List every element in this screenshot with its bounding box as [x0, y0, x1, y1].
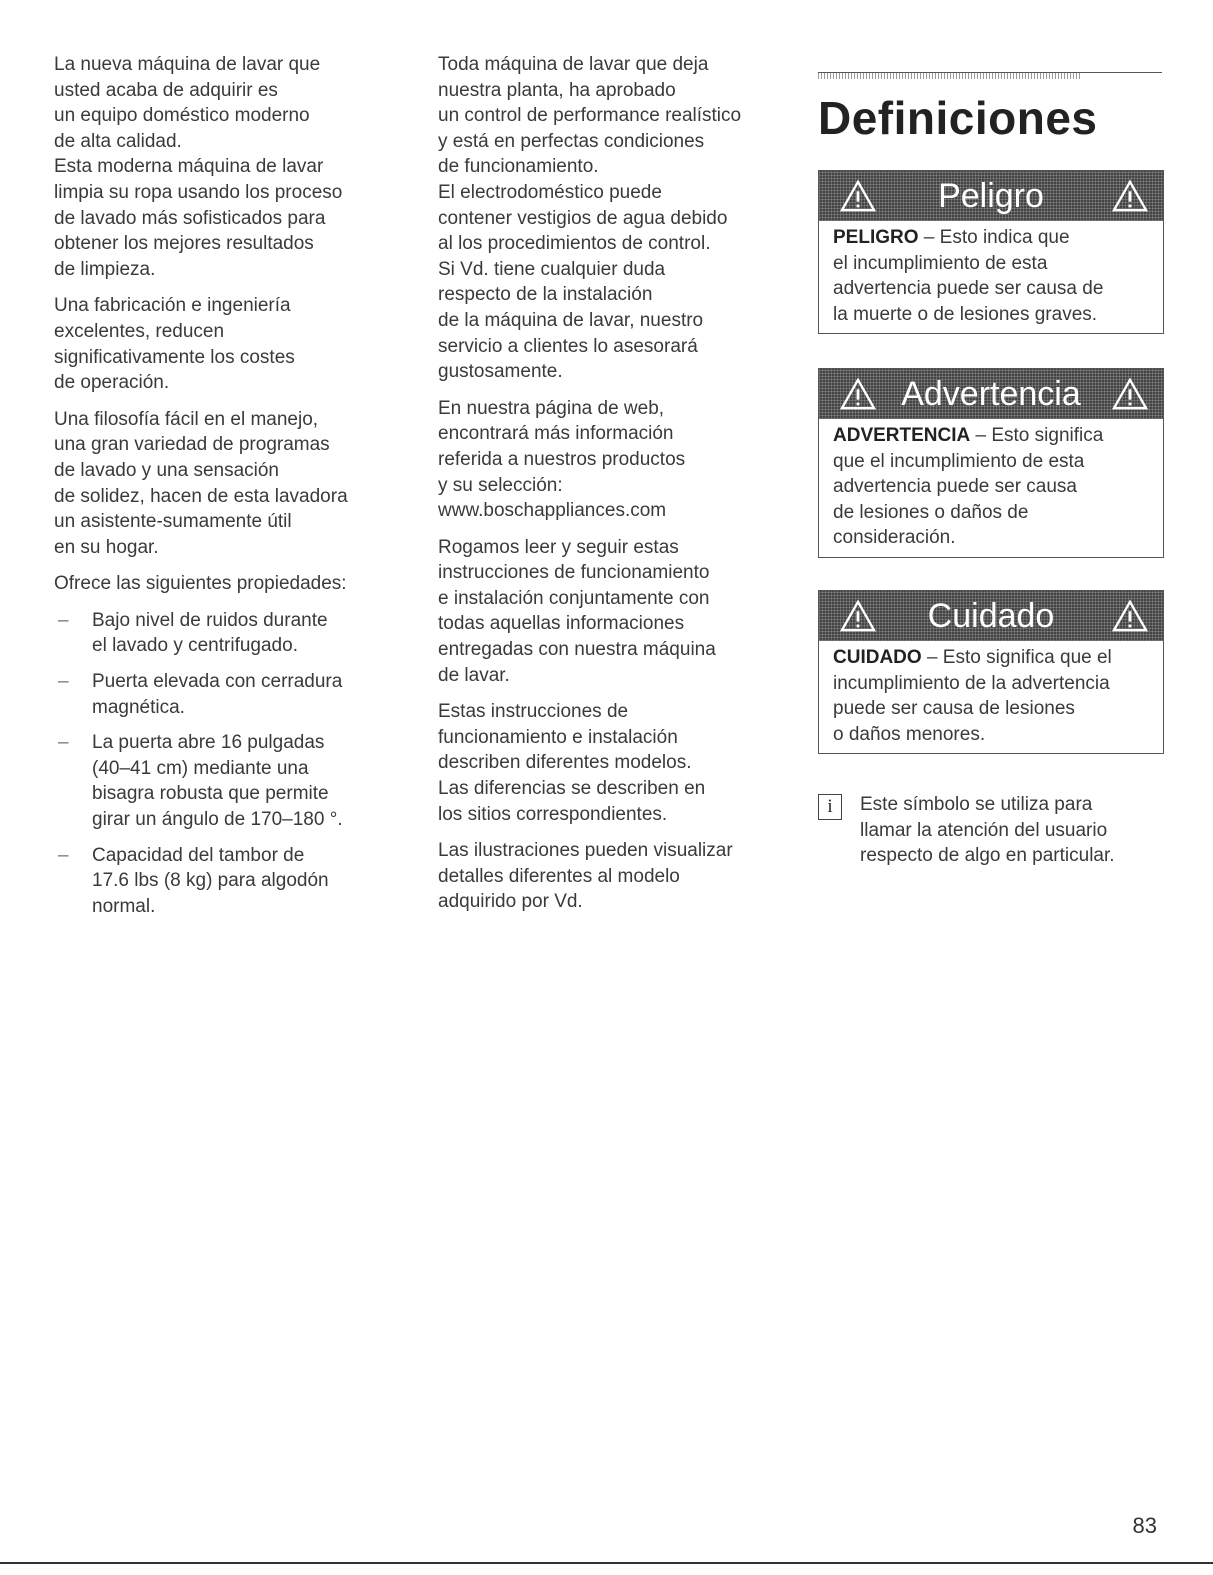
text-line: incumplimiento de la advertencia [833, 672, 1110, 694]
text-line: advertencia puede ser causa de [833, 278, 1104, 300]
dash-bullet: – [58, 732, 69, 754]
divider [1080, 72, 1162, 73]
text-line: de operación. [54, 372, 170, 394]
paragraph [54, 571, 394, 597]
text-line: contener vestigios de agua debido [438, 207, 728, 229]
footer-rule [0, 1562, 1213, 1564]
text-line: respecto de la instalación [438, 284, 653, 306]
dash-bullet: – [58, 844, 69, 866]
text-line: 17.6 lbs (8 kg) para algodón [92, 870, 329, 892]
info-text [860, 792, 1162, 869]
keyword: ADVERTENCIA [833, 425, 971, 446]
paragraph [54, 407, 394, 561]
info-icon: i [818, 794, 842, 820]
text-line: de lavado y una sensación [54, 459, 279, 481]
text-line: en su hogar. [54, 536, 159, 558]
text-line: Bajo nivel de ruidos durante [92, 609, 328, 631]
text-line: el lavado y centrifugado. [92, 635, 298, 657]
list-item [54, 730, 394, 832]
paragraph [438, 699, 788, 827]
dash-bullet: – [58, 609, 69, 631]
text-line: encontrará más información [438, 423, 674, 445]
caution-text [819, 641, 1163, 753]
warning-heading [819, 369, 1163, 419]
text-line: gustosamente. [438, 361, 563, 383]
text-line: llamar la atención del usuario [860, 819, 1108, 841]
text-line: una gran variedad de programas [54, 434, 330, 456]
section-title: Definiciones [818, 92, 1098, 144]
text-line: que el incumplimiento de esta [833, 450, 1085, 472]
warning-triangle-icon [1111, 377, 1149, 411]
text-line: o daños menores. [833, 723, 986, 745]
text-line: (40–41 cm) mediante una [92, 757, 309, 779]
text-line: – Esto significa que el [921, 647, 1112, 668]
list-item [54, 843, 394, 920]
text-line: Una filosofía fácil en el manejo, [54, 408, 319, 430]
text-line: Este símbolo se utiliza para [860, 794, 1093, 815]
text-line: los sitios correspondientes. [438, 803, 668, 825]
text-line: El electrodoméstico puede [438, 181, 662, 203]
info-note [818, 792, 1162, 869]
text-line: girar un ángulo de 170–180 °. [92, 809, 343, 831]
text-line: En nuestra página de web, [438, 397, 665, 419]
warning-text [819, 419, 1163, 557]
text-line: consideración. [833, 527, 956, 549]
text-line: usted acaba de adquirir es [54, 79, 278, 101]
text-line: advertencia puede ser causa [833, 476, 1077, 498]
text-line: adquirido por Vd. [438, 891, 583, 913]
text-line: Si Vd. tiene cualquier duda [438, 258, 666, 280]
caution-heading-text: Cuidado [927, 597, 1055, 635]
text-line: Capacidad del tambor de [92, 844, 305, 866]
text-line: Una fabricación e ingeniería [54, 295, 291, 317]
text-line: Rogamos leer y seguir estas [438, 536, 679, 558]
text-line: de la máquina de lavar, nuestro [438, 309, 704, 331]
text-line: nuestra planta, ha aprobado [438, 79, 676, 101]
text-line: instrucciones de funcionamiento [438, 562, 710, 584]
list-item [54, 608, 394, 659]
text-line: de lavar. [438, 664, 510, 686]
text-line: de solidez, hacen de esta lavadora [54, 485, 348, 507]
caution-heading [819, 591, 1163, 641]
warning-triangle-icon [839, 179, 877, 213]
warning-triangle-icon [839, 599, 877, 633]
text-line: de alta calidad. [54, 130, 182, 152]
text-line: Las diferencias se describen en [438, 778, 706, 800]
text-line: de lesiones o daños de [833, 501, 1029, 523]
text-line: – Esto indica que [918, 227, 1070, 248]
danger-text [819, 221, 1163, 333]
text-line: de lavado más sofisticados para [54, 207, 326, 229]
text-line: significativamente los costes [54, 346, 295, 368]
text-line: normal. [92, 895, 156, 917]
caution-box [818, 590, 1164, 754]
text-line: bisagra robusta que permite [92, 783, 329, 805]
warning-triangle-icon [1111, 599, 1149, 633]
warning-triangle-icon [839, 377, 877, 411]
decorative-rule [818, 72, 1080, 79]
text-line: y su selección: [438, 474, 563, 496]
text-line: referida a nuestros productos [438, 448, 686, 470]
page-number: 83 [1132, 1513, 1157, 1538]
text-line: el incumplimiento de esta [833, 252, 1048, 274]
text-line: detalles diferentes al modelo [438, 865, 680, 887]
definitions-section [818, 72, 1162, 867]
text-line: obtener los mejores resultados [54, 233, 314, 255]
text-line: Las ilustraciones pueden visualizar [438, 840, 733, 862]
warning-heading-text: Advertencia [901, 375, 1081, 413]
text-line: servicio a clientes lo asesorará [438, 335, 698, 357]
text-line: La nueva máquina de lavar que [54, 54, 321, 75]
paragraph [438, 257, 788, 385]
text-line: La puerta abre 16 pulgadas [92, 732, 325, 754]
text-line: Ofrece las siguientes propiedades: [54, 573, 347, 595]
text-line: Puerta elevada con cerradura [92, 671, 343, 693]
paragraph [54, 154, 394, 282]
danger-heading-text: Peligro [938, 177, 1044, 215]
text-line: funcionamiento e instalación [438, 726, 678, 748]
warning-box [818, 368, 1164, 558]
danger-box [818, 170, 1164, 334]
keyword: PELIGRO [833, 227, 919, 248]
paragraph [438, 180, 788, 257]
text-line: todas aquellas informaciones [438, 613, 685, 635]
text-line: excelentes, reducen [54, 320, 225, 342]
text-line: de funcionamiento. [438, 156, 599, 178]
website-url: www.boschappliances.com [438, 500, 667, 522]
text-line: un asistente-sumamente útil [54, 511, 292, 533]
text-line: la muerte o de lesiones graves. [833, 303, 1098, 325]
text-line: Estas instrucciones de [438, 701, 629, 723]
paragraph [438, 52, 788, 180]
dash-bullet: – [58, 671, 69, 693]
list-item [54, 669, 394, 720]
text-line: un equipo doméstico moderno [54, 105, 310, 127]
text-line: y está en perfectas condiciones [438, 130, 705, 152]
paragraph [438, 838, 788, 915]
text-line: entregadas con nuestra máquina [438, 639, 716, 661]
text-line: magnética. [92, 696, 185, 718]
text-line: e instalación conjuntamente con [438, 587, 710, 609]
text-line: limpia su ropa usando los proceso [54, 181, 343, 203]
paragraph [54, 293, 394, 395]
paragraph [438, 396, 788, 524]
text-line: – Esto significa [970, 425, 1104, 446]
text-line: un control de performance realístico [438, 105, 742, 127]
warning-triangle-icon [1111, 179, 1149, 213]
keyword: CUIDADO [833, 647, 922, 668]
text-line: respecto de algo en particular. [860, 845, 1115, 867]
text-line: puede ser causa de lesiones [833, 698, 1075, 720]
paragraph [438, 535, 788, 689]
text-line: Toda máquina de lavar que deja [438, 54, 709, 75]
text-line: Esta moderna máquina de lavar [54, 156, 324, 178]
text-line: de limpieza. [54, 258, 156, 280]
text-line: al los procedimientos de control. [438, 233, 711, 255]
danger-heading [819, 171, 1163, 221]
column-1 [54, 52, 394, 929]
text-line: describen diferentes modelos. [438, 752, 692, 774]
paragraph [54, 52, 394, 154]
column-2 [438, 52, 788, 926]
